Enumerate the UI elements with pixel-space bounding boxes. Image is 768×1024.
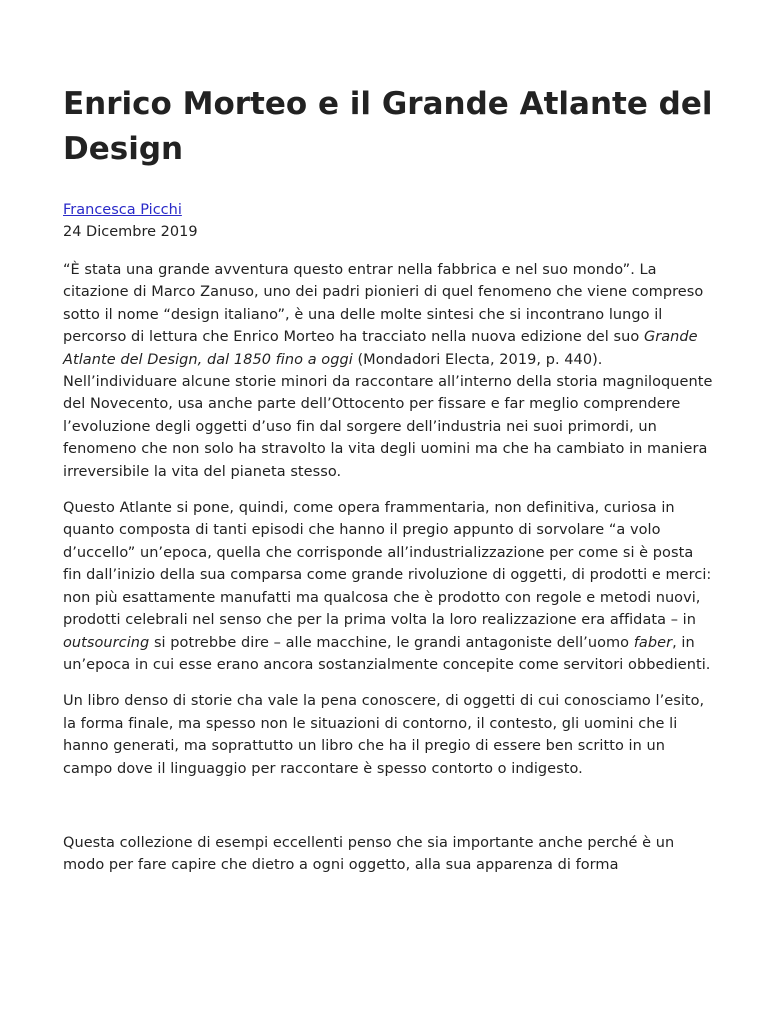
paragraph-text: Questa collezione di esempi eccellenti penso che sia importante anche perché è un modo per fare capire che dietro a ogni oggetto, alla sua apparenza di forma [63, 834, 675, 874]
paragraph-text: si potrebbe dire – alle macchine, le grandi antagoniste dell’uomo [149, 634, 634, 651]
author-link[interactable]: Francesca Picchi [63, 202, 182, 218]
paragraph-4 [63, 832, 713, 877]
paragraph-2 [63, 497, 713, 676]
article-meta [63, 199, 713, 243]
article-title: Enrico Morteo e il Grande Atlante del Design [63, 86, 713, 167]
article-body [63, 259, 713, 877]
italic-term: outsourcing [63, 634, 150, 651]
paragraph-text: Questo Atlante si pone, quindi, come opera frammentaria, non definitiva, curiosa in quanto composta di tanti episodi che hanno il pregio appunto di sorvolare “a volo d’uccello” un’epoca, quella che corrisponde all’industrializzazione per come si è posta fin dall’inizio della sua comparsa come grande rivoluzione di oggetti, di prodotti e merci: non più esattamente manufatti ma qualcosa che è prodotto con regole e metodi nuovi, prodotti celebrali nel senso che per la prima volta la loro realizzazione era affidata – in [63, 500, 712, 629]
paragraph-3 [63, 690, 713, 780]
publication-date: 24 Dicembre 2019 [63, 224, 198, 240]
article [63, 82, 713, 891]
paragraph-text: (Mondadori Electa, 2019, p. 440). Nell’individuare alcune storie minori da raccontare all’interno della storia magniloquente del Novecento, usa anche parte dell’Ottocento per fissare e far meglio comprendere l’evoluzione degli oggetti d’uso fin dal sorgere dell’industria nei suoi primordi, un fenomeno che non solo ha stravolto la vita degli uomini ma che ha cambiato in maniera irreversibile la vita del pianeta stesso. [63, 351, 713, 480]
italic-term: faber [633, 634, 673, 651]
book-title: Grande Atlante del Design, dal 1850 fino a oggi [63, 329, 698, 368]
paragraph-text: “È stata una grande avventura questo entrar nella fabbrica e nel suo mondo”. La citazione di Marco Zanuso, uno dei padri pionieri di quel fenomeno che viene compreso sotto il nome “design italiano”, è una delle molte sintesi che si incontrano lungo il percorso di lettura che Enrico Morteo ha tracciato nella nuova edizione del suo [63, 262, 704, 346]
paragraph-text: Un libro denso di storie cha vale la pena conoscere, di oggetti di cui conosciamo l’esito, la forma finale, ma spesso non le situazioni di contorno, il contesto, gli uomini che li hanno generati, ma soprattutto un libro che ha il pregio di essere ben scritto in un campo dove il linguaggio per raccontare è spesso contorto o indigesto. [63, 693, 705, 777]
paragraph-1 [63, 259, 713, 483]
paragraph-text: , in un’epoca in cui esse erano ancora sostanzialmente concepite come servitori obbedienti. [63, 634, 711, 673]
